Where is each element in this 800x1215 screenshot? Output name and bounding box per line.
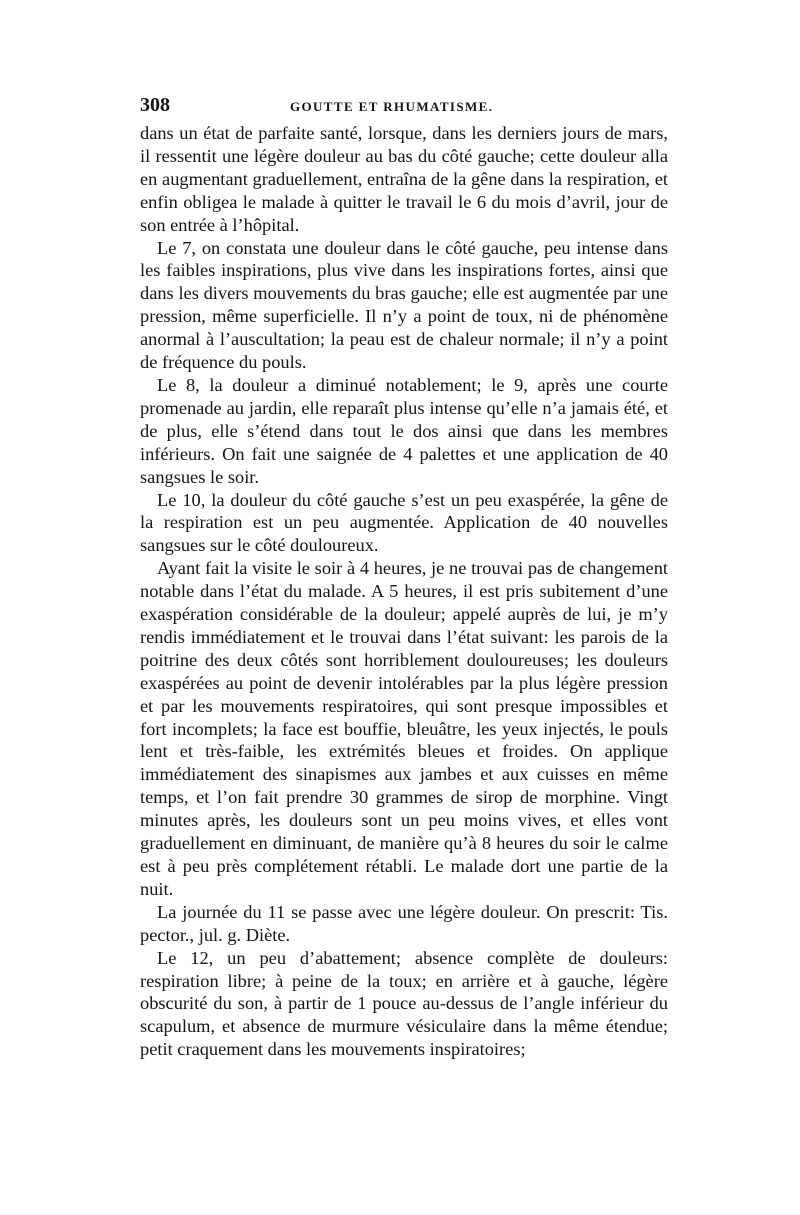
page-number: 308 <box>140 94 170 116</box>
running-title: GOUTTE ET RHUMATISME. <box>290 99 494 114</box>
body-text <box>140 122 668 1061</box>
paragraph-day-7: Le 7, on constata une douleur dans le côté gauche, peu intense dans les faibles inspirations, plus vive dans les inspirations fortes, ainsi que dans les divers mouvements du bras gauche; elle est augmentée par une pression, même superficielle. Il n’y a point de toux, ni de phénomène anormal à l’auscultation; la peau est de chaleur normale; il n’y a point de fréquence du pouls. <box>140 237 668 373</box>
running-head <box>140 94 668 122</box>
paragraph-day-11: La journée du 11 se passe avec une légère douleur. On prescrit: Tis. pector., jul. g. Diète. <box>140 901 668 945</box>
paragraph-evening-visit: Ayant fait la visite le soir à 4 heures, je ne trouvai pas de changement notable dans l’état du malade. A 5 heures, il est pris subitement d’une exaspération considérable de la douleur; appelé auprès de lui, je m’y rendis immédiatement et le trouvai dans l’état suivant: les parois de la poitrine des deux côtés sont horriblement douloureuses; les douleurs exaspérées au point de devenir intolérables par la plus légère pression et par les mouvements respiratoires, qui sont presque impossibles et fort incomplets; la face est bouffie, bleuâtre, les yeux injectés, le pouls lent et très-faible, les extrémités bleues et froides. On applique immédiatement des sinapismes aux jambes et aux cuisses en même temps, et l’on fait prendre 30 grammes de sirop de morphine. Vingt minutes après, les douleurs sont un peu moins vives, et elles vont graduellement en diminuant, de manière qu’à 8 heures du soir le calme est à peu près complétement rétabli. Le malade dort une partie de la nuit. <box>140 558 668 899</box>
paragraph-day-8: Le 8, la douleur a diminué notablement; le 9, après une courte promenade au jardin, elle reparaît plus intense qu’elle n’a jamais été, et de plus, elle s’étend dans tout le dos ainsi que dans les membres inférieurs. On fait une saignée de 4 palettes et une application de 40 sangsues le soir. <box>140 374 668 487</box>
book-page <box>140 94 668 1061</box>
paragraph-continuation: dans un état de parfaite santé, lorsque, dans les derniers jours de mars, il ressentit une légère douleur au bas du côté gauche; cette douleur alla en augmentant graduellement, entraîna de la gêne dans la respiration, et enfin obligea le malade à quitter le travail le 6 du mois d’avril, jour de son entrée à l’hôpital. <box>140 123 668 235</box>
paragraph-day-12: Le 12, un peu d’abattement; absence complète de douleurs: respiration libre; à peine de la toux; en arrière et à gauche, légère obscurité du son, à partir de 1 pouce au-dessus de l’angle inférieur du scapulum, et absence de murmure vésiculaire dans la même étendue; petit craquement dans les mouvements inspiratoires; <box>140 947 668 1060</box>
paragraph-day-10: Le 10, la douleur du côté gauche s’est un peu exaspérée, la gêne de la respiration est un peu augmentée. Application de 40 nouvelles sangsues sur le côté douloureux. <box>140 489 668 556</box>
